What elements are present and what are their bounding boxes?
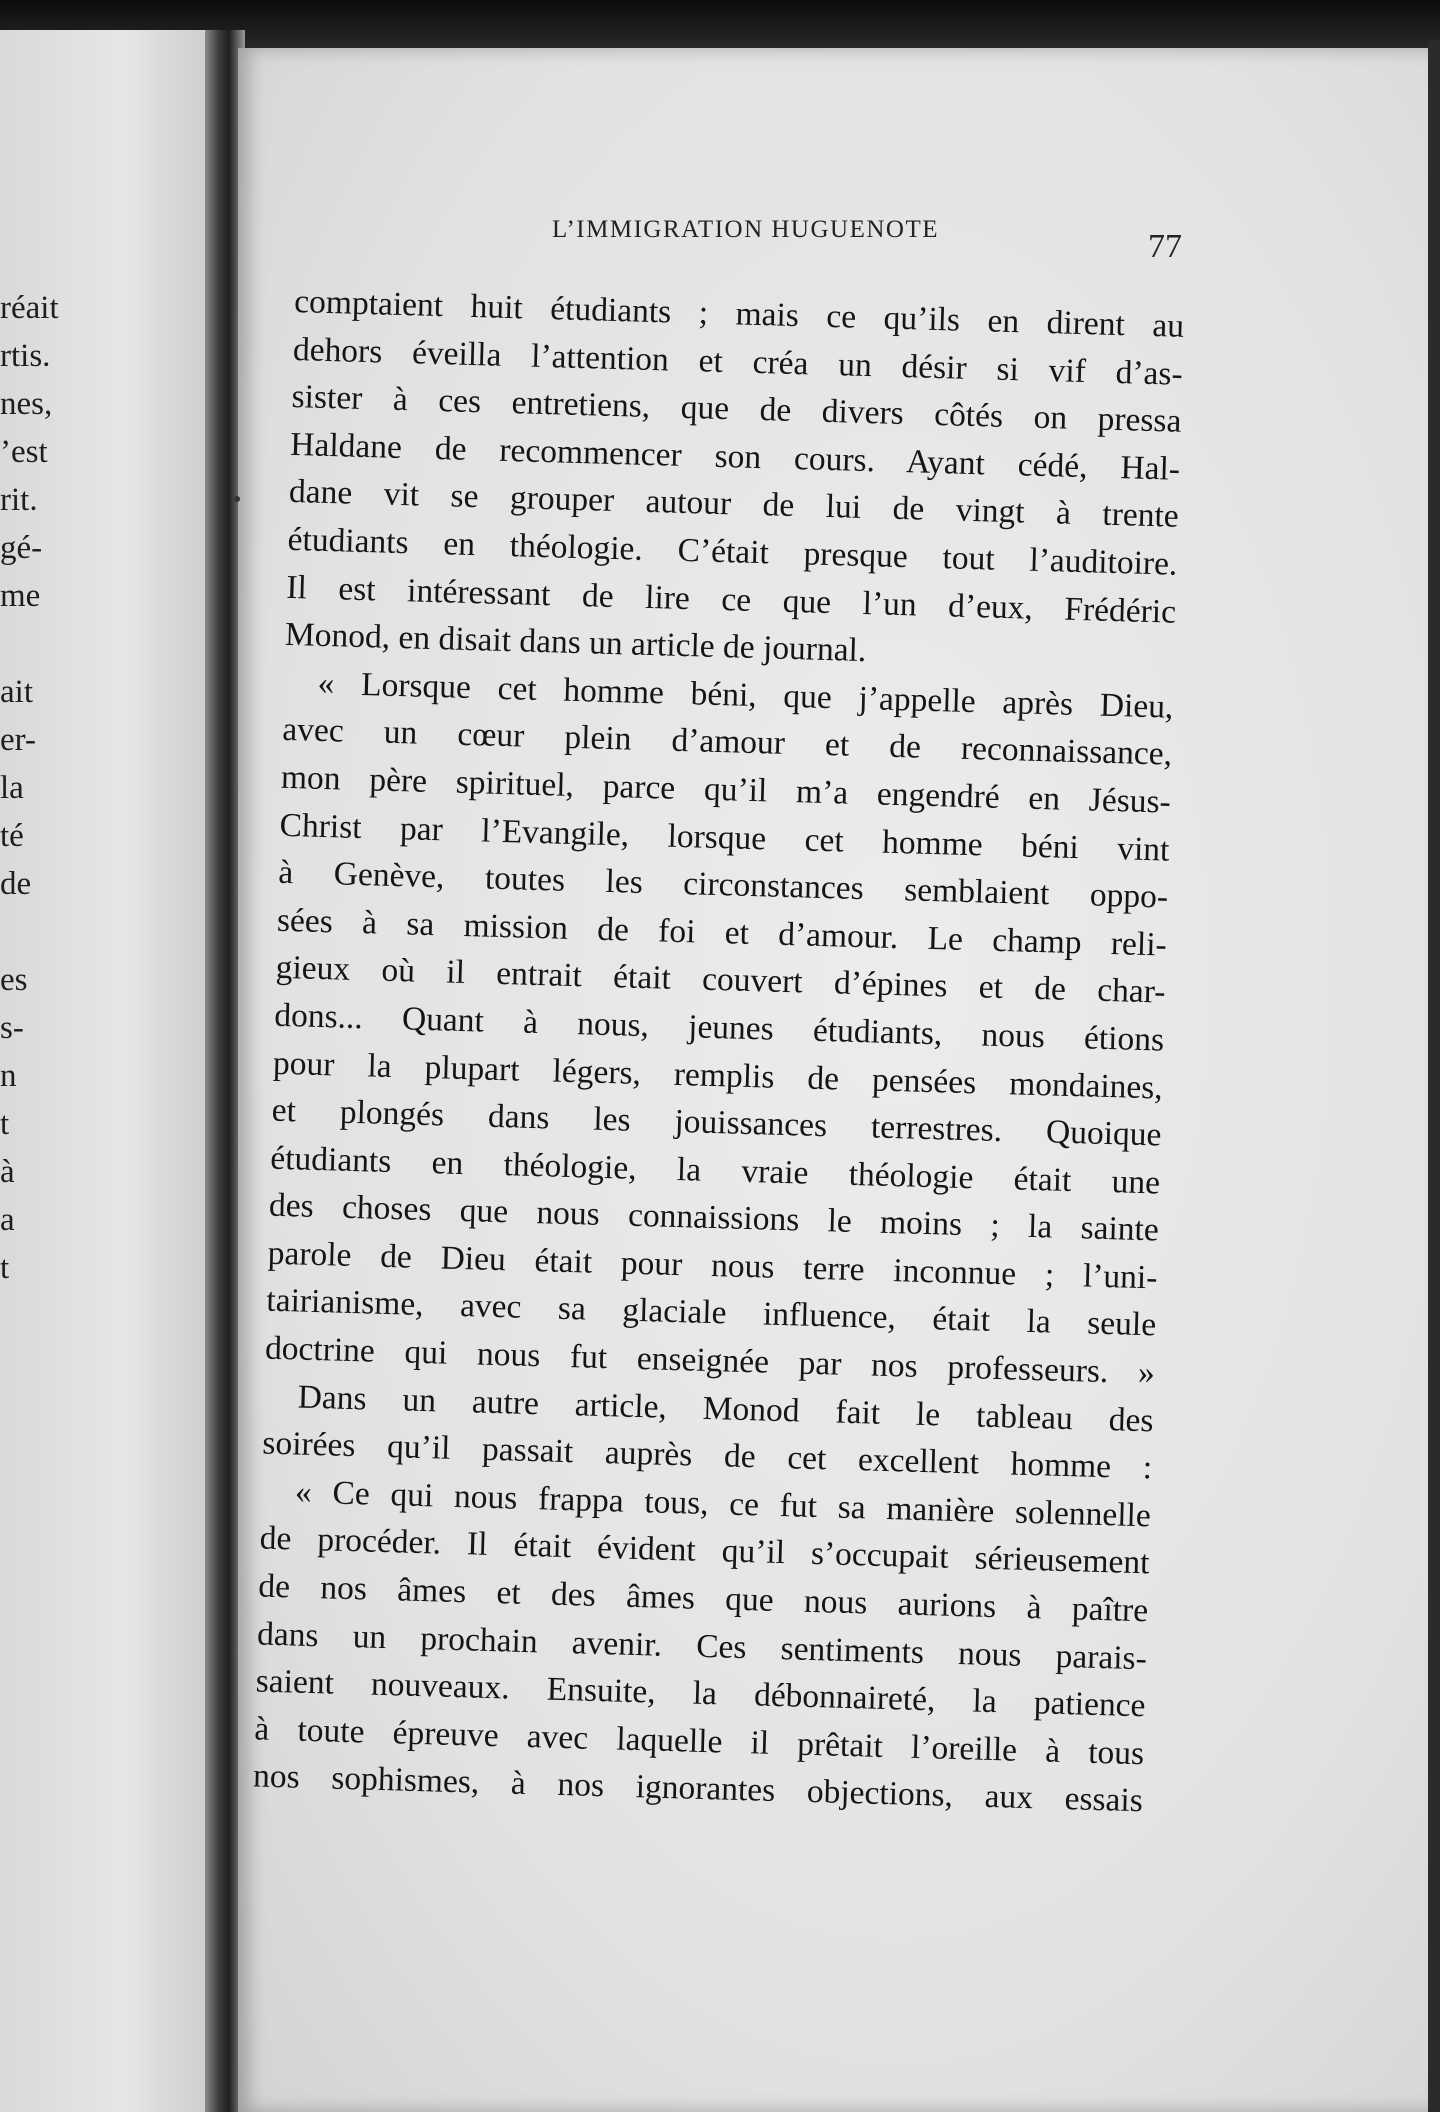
text-line: sister à ces entretiens, que de divers côtés on pressa [291, 378, 1182, 440]
page-edge [1428, 40, 1440, 2112]
text-line: Il est intéressant de lire ce que l’un d’eux, Frédéric [285, 568, 1177, 631]
margin-mark [234, 496, 240, 502]
text-line: à toute épreuve avec laquelle il prêtait l’oreille à tous [253, 1710, 1145, 1773]
left-page-fragment: t [0, 1106, 10, 1142]
running-header: L’IMMIGRATION HUGUENOTE [552, 216, 940, 243]
left-page-fragment: à [0, 1154, 15, 1190]
text-line: soirées qu’il passait auprès de cet excellent homme : [261, 1424, 1153, 1487]
text-line: « Ce qui nous frappa tous, ce fut sa manière solennelle [294, 1473, 1152, 1535]
text-line: dons... Quant à nous, jeunes étudiants, nous étions [273, 996, 1165, 1059]
text-line: avec un cœur plein d’amour et de reconnaissance, [281, 711, 1173, 774]
text-line: Dans un autre article, Monod fait le tableau des [297, 1378, 1154, 1440]
left-page-fragment: s- [0, 1010, 24, 1046]
text-line: nos sophismes, à nos ignorantes objections, aux essais [252, 1757, 1144, 1820]
text-line: étudiants en théologie, la vraie théologie était une [269, 1139, 1161, 1202]
text-line: saient nouveaux. Ensuite, la débonnaireté, la patience [255, 1662, 1146, 1725]
left-page-fragment: t [0, 1250, 10, 1286]
text-line: parole de Dieu était pour nous terre inconnue ; l’uni- [267, 1234, 1158, 1297]
left-page-fragment: nes, [0, 386, 53, 422]
text-line: comptaient huit étudiants ; mais ce qu’ils en dirent au [293, 282, 1185, 345]
text-line: étudiants en théologie. C’était presque tout l’auditoire. [287, 520, 1178, 583]
left-page-fragment: gé- [0, 530, 43, 566]
text-line: dehors éveilla l’attention et créa un désir si vif d’as- [292, 330, 1184, 393]
text-line: à Genève, toutes les circonstances semblaient oppo- [277, 853, 1169, 916]
left-page-fragment: té [0, 818, 24, 854]
text-line: de procéder. Il était évident qu’il s’occupait sérieusement [259, 1519, 1150, 1582]
left-page-fragment: es [0, 962, 28, 998]
body-text [252, 278, 1184, 1825]
left-page-fragment: rit. [0, 482, 38, 518]
text-line: pour la plupart légers, remplis de pensées mondaines, [272, 1044, 1164, 1107]
text-line: Monod, en disait dans un article de journal. [284, 616, 867, 670]
left-page-fragment: ’est [0, 434, 48, 470]
left-page-fragment: réait [0, 290, 59, 326]
left-page-fragment: rtis. [0, 338, 51, 374]
text-line: dans un prochain avenir. Ces sentiments nous parais- [256, 1615, 1148, 1677]
text-line: des choses que nous connaissions le moins ; la sainte [268, 1186, 1160, 1249]
text-line: de nos âmes et des âmes que nous aurions à paître [257, 1567, 1149, 1630]
text-line: doctrine qui nous fut enseignée par nos professeurs. » [264, 1329, 1156, 1392]
left-page-fragment: de [0, 866, 32, 902]
left-page-fragment: me [0, 578, 41, 614]
left-page-fragment: la [0, 770, 24, 806]
text-line: mon père spirituel, parce qu’il m’a engendré en Jésus- [280, 758, 1172, 821]
text-line: et plongés dans les jouissances terrestres. Quoique [271, 1091, 1162, 1154]
text-line: « Lorsque cet homme béni, que j’appelle après Dieu, [317, 664, 1174, 726]
text-line: Haldane de recommencer son cours. Ayant cédé, Hal- [289, 425, 1181, 488]
text-line: gieux où il entrait était couvert d’épines et de char- [275, 949, 1166, 1011]
left-page-fragment: a [0, 1202, 15, 1238]
text-line: Christ par l’Evangile, lorsque cet homme béni vint [279, 806, 1170, 869]
text-line: tairianisme, avec sa glaciale influence, était la seule [265, 1282, 1157, 1344]
page-number: 77 [1148, 228, 1182, 265]
text-line: sées à sa mission de foi et d’amour. Le champ reli- [276, 901, 1168, 964]
text-line: dane vit se grouper autour de lui de vingt à trente [288, 473, 1180, 536]
left-page-fragment: ait [0, 674, 33, 710]
left-page-fragment: er- [0, 722, 36, 758]
left-page-fragment: n [0, 1058, 17, 1094]
previous-page [0, 30, 205, 2112]
